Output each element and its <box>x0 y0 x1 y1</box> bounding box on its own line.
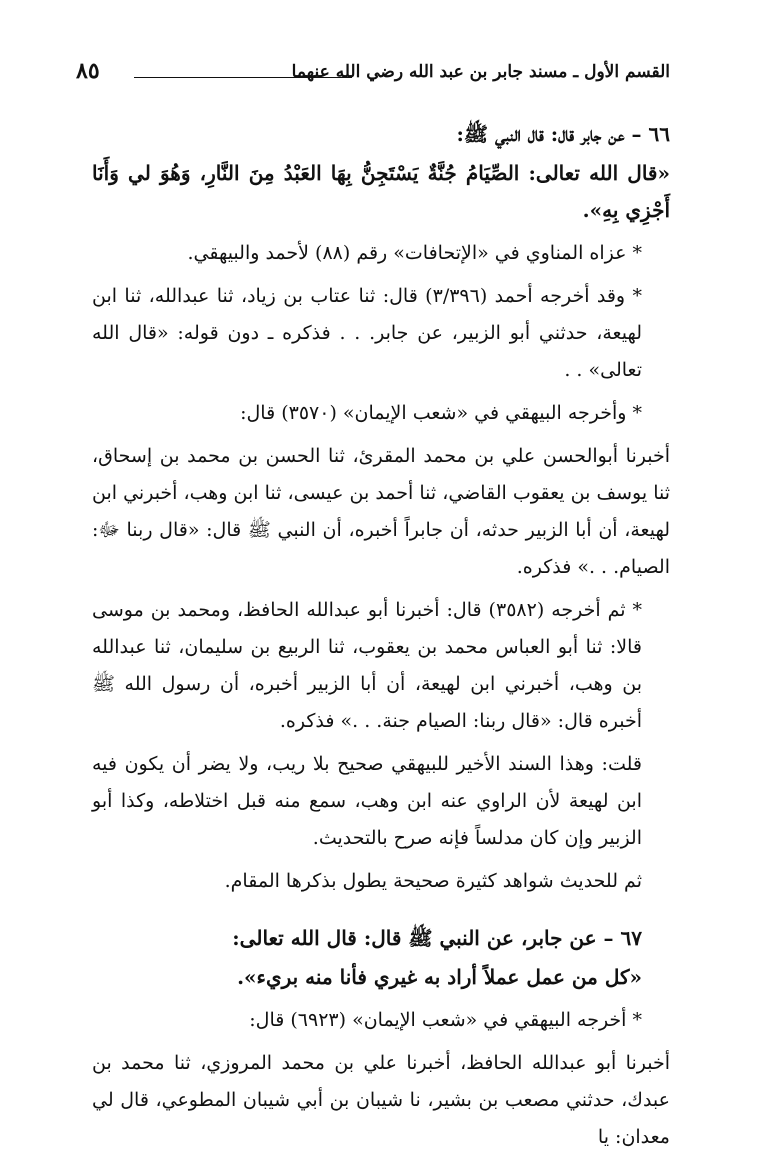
header-rule <box>134 77 352 78</box>
hadith-67-text: «كل من عمل عملاً أراد به غيري فأنا منه بريء». <box>237 965 642 989</box>
paragraph: ثم للحديث شواهد كثيرة صحيحة يطول بذكرها المقام. <box>224 870 642 892</box>
running-header <box>76 58 670 92</box>
hadith-66-heading: ٦٦ – عن جابر قال: قال النبي ﷺ: <box>456 122 670 146</box>
paragraph: * أخرجه البيهقي في «شعب الإيمان» (٦٩٢٣) قال: <box>249 1009 642 1031</box>
paragraph: أخبرنا أبو عبدالله الحافظ، أخبرنا علي بن محمد المروزي، ثنا محمد بن عبدك، حدثني مصعب بن بشير، نا شيبان بن أبي شيبان المطوعي، قال لي معدان: يا <box>92 1052 670 1148</box>
paragraph: قلت: وهذا السند الأخير للبيهقي صحيح بلا ريب، ولا يضر أن يكون فيه ابن لهيعة لأن الراوي عنه ابن وهب، سمع منه قبل اختلاطه، وكذا أبو الزبير وإن كان مدلساً فإنه صرح بالتحديث. <box>92 753 642 849</box>
body-text <box>92 116 670 1162</box>
paragraph: * وأخرجه البيهقي في «شعب الإيمان» (٣٥٧٠) قال: <box>240 402 642 424</box>
header-title: القسم الأول ـ مسند جابر بن عبد الله رضي الله عنهما <box>291 62 670 82</box>
section-spacer <box>92 906 670 920</box>
paragraph: * عزاه المناوي في «الإتحافات» رقم (٨٨) لأحمد والبيهقي. <box>187 242 642 264</box>
hadith-67-heading: ٦٧ – عن جابر، عن النبي ﷺ قال: قال الله تعالى: <box>232 926 642 950</box>
paragraph: أخبرنا أبوالحسن علي بن محمد المقرئ، ثنا الحسن بن محمد بن إسحاق، ثنا يوسف بن يعقوب القاضي، ثنا أحمد بن عيسى، ثنا ابن وهب، أخبرني ابن لهيعة، أن أبا الزبير حدثه، أن جابراً أخبره، أن النبي ﷺ قال: «قال ربنا ﷻ: الصيام. . .» فذكره. <box>92 445 670 578</box>
paragraph: * وقد أخرجه أحمد (٣/٣٩٦) قال: ثنا عتاب بن زياد، ثنا عبدالله، ثنا ابن لهيعة، حدثني أبو الزبير، عن جابر. . . فذكره ـ دون قوله: «قال الله تعالى» . . <box>92 285 642 381</box>
hadith-66-text: «قال الله تعالى: الصِّيَامُ جُنَّةٌ يَسْتَجِنُّ بِهَا العَبْدُ مِنَ النَّارِ، وَهُوَ لي وَأَنَا أَجْزِي بِهِ». <box>92 161 670 222</box>
paragraph: * ثم أخرجه (٣٥٨٢) قال: أخبرنا أبو عبدالله الحافظ، ومحمد بن موسى قالا: ثنا أبو العباس محمد بن يعقوب، ثنا الربيع بن سليمان، ثنا عبدالله بن وهب، أخبرني ابن لهيعة، أن أبا الزبير أخبره، أن رسول الله ﷺ أخبره قال: «قال ربنا: الصيام جنة. . .» فذكره. <box>92 599 643 732</box>
page-number: ٨٥ <box>76 58 100 84</box>
